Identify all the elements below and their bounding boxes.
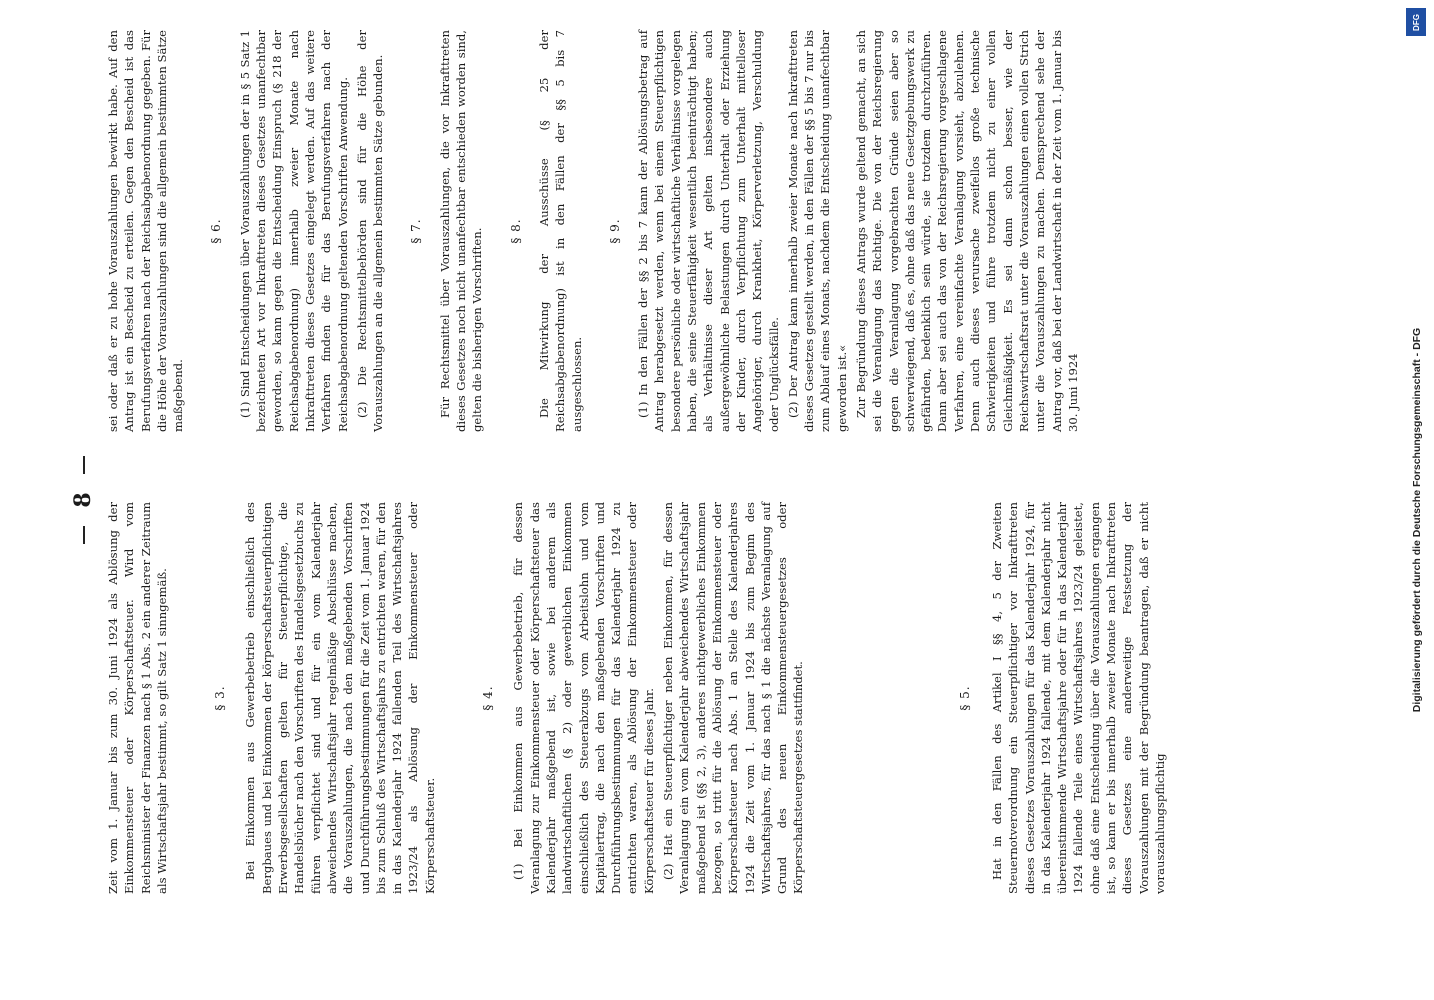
section-4-paragraph-1: (1) Bei Einkommen aus Gewerbebetrieb, für dessen Veranlagung zur Einkommensteuer oder Körperschaftsteuer das Kalenderjahr maßgebend ist, sowie bei anderem als landwirtschaftlichen (§ 2) oder gewerblichen Einkommen einschließlich des Steuerabzugs vom Arbeitslohn und vom Kapitalertrag, die nach den maßgebenden Vorschriften und Durchführungsbestimmungen für das Kalenderjahr 1924 zu entrichten waren, als Ablösung der Einkommensteuer oder Körperschaftsteuer für dieses Jahr.: [511, 502, 656, 894]
section-heading-7: § 7.: [409, 218, 424, 244]
header-dash-left: [83, 526, 85, 544]
section-heading-4: § 4.: [481, 685, 496, 711]
right-column: [105, 30, 1084, 432]
dfg-logo: [1406, 8, 1426, 36]
section-9-paragraph-1: (1) In den Fällen der §§ 2 bis 7 kann der Ablösungsbetrag auf Antrag herabgesetzt werden, wenn bei einem Steuerpflichtigen besondere persönliche oder wirtschaftliche Verhältnisse vorgelegen haben, die seine Steuerfähigkeit wesentlich beeinträchtigt haben; als Verhältnisse dieser Art gelten insbesondere auch außergewöhnliche Belastungen durch Unterhalt oder Erziehung der Kinder, durch Verpflichtung zum Unterhalt mittelloser Angehöriger, durch Krankheit, Körperverletzung, Verschuldung oder Unglücksfälle.: [636, 30, 781, 432]
dfg-credit-text: Digitalisierung gefördert durch die Deutsche Forschungsgemeinschaft - DFG: [1411, 327, 1423, 713]
reasoning-paragraph: Zur Begründung dieses Antrags wurde geltend gemacht, an sich sei die Veranlagung das Richtige. Die von der Reichsregierung gegen die Veranlagung vorgebrachten Gründe seien aber so schwerwiegend, daß es, ohne daß das neue Gesetzgebungswerk zu gefährden, bedenklich sein würde, sie trotzdem durchzuführen. Dann aber sei auch das von der Reichsregierung vorgeschlagene Verfahren, eine vereinfachte Veranlagung vorsieht, abzulehnen. Denn auch dieses verursache zweifellos große technische Schwierigkeiten und führe trotzdem nicht zu einer vollen Gleichmäßigkeit. Es sei dann schon besser, wie der Reichswirtschaftsrat unter die Vorauszahlungen einen vollen Strich unter die Vorauszahlungen zu machen. Demsprechend sehe der Antrag vor, daß bei der Landwirtschaft in der Zeit vom 1. Januar bis 30. Juni 1924: [853, 30, 1080, 432]
header-dash-right: [83, 456, 85, 474]
page-number: 8: [70, 492, 96, 508]
section-heading-6: § 6.: [209, 218, 224, 244]
section-heading-5: § 5.: [957, 685, 972, 711]
page-header: [70, 0, 96, 1000]
dfg-logo-text: DFG: [1411, 13, 1421, 31]
right-intro-paragraph: sei oder daß er zu hohe Vorauszahlungen bewirkt habe. Auf den Antrag ist ein Bescheid zu erteilen. Gegen den Bescheid ist das Berufungsverfahren nach der Reichsabgabenordnung gegeben. Für die Höhe der Vorauszahlungen sind die allgemein bestimmten Sätze maßgebend.: [106, 30, 186, 432]
section-8-paragraph: Die Mitwirkung der Ausschüsse (§ 25 der Reichsabgabenordnung) ist in den Fällen der §§ 5 bis 7 ausgeschlossen.: [536, 30, 584, 432]
left-intro-paragraph: Zeit vom 1. Januar bis zum 30. Juni 1924 als Ablösung der Einkommensteuer oder Körperschaftsteuer. Wird vom Reichsminister der Finanzen nach § 1 Abs. 2 ein anderer Zeitraum als Wirtschaftsjahr bestimmt, so gilt Satz 1 sinngemäß.: [106, 502, 169, 894]
dfg-margin: [1400, 0, 1434, 1000]
section-6-paragraph-1: (1) Sind Entscheidungen über Vorauszahlungen der in § 5 Satz 1 bezeichneten Art vor Inkrafttreten dieses Gesetzes unanfechtbar geworden, so kann gegen die Entscheidung Einspruch (§ 218 der Reichsabgabenordnung) innerhalb zweier Monate nach Inkrafttreten dieses Gesetzes eingelegt werden. Auf das weitere Verfahren finden die für das Berufungsverfahren nach der Reichsabgabenordnung geltenden Vorschriften Anwendung.: [237, 30, 350, 432]
section-7-paragraph: Für Rechtsmittel über Vorauszahlungen, die vor Inkrafttreten dieses Gesetzes noch nicht unanfechtbar entschieden worden sind, gelten die bisherigen Vorschriften.: [437, 30, 485, 432]
section-4-paragraph-2: (2) Hat ein Steuerpflichtiger neben Einkommen, für dessen Veranlagung ein vom Kalenderjahr abweichendes Wirtschaftsjahr maßgebend ist (§§ 2, 3), anderes nichtgewerbliches Einkommen bezogen, so tritt für die Ablösung der Einkommensteuer oder Körperschaftsteuer nach Abs. 1 an Stelle des Kalenderjahres 1924 die Zeit vom 1. Januar 1924 bis zum Beginn des Wirtschaftsjahres, für das nach § 1 die nächste Veranlagung auf Grund des neuen Einkommensteuergesetzes oder Körperschaftsteuergesetzes stattfindet.: [661, 502, 806, 894]
section-5-paragraph: Hat in den Fällen des Artikel I §§ 4, 5 der Zweiten Steuernotverordnung ein Steuerpflichtiger vor Inkrafttreten dieses Gesetzes Vorauszahlungen für das Kalenderjahr 1924, für in das Kalenderjahr 1924 fallende, mit dem Kalenderjahr nicht übereinstimmende Wirtschaftsjahre oder für in das Kalenderjahr 1924 fallende Teile eines Wirtschaftsjahres 1923/24 geleistet, ohne daß eine Entscheidung über die Vorauszahlungen ergangen ist, so kann er bis innerhalb zweier Monate nach Inkrafttreten dieses Gesetzes eine anderweitige Festsetzung der Vorauszahlungen mit der Begründung beantragen, daß er nicht vorauszahlungspflichtig: [989, 502, 1167, 894]
left-column: [105, 502, 1171, 894]
section-heading-3: § 3.: [213, 685, 228, 711]
section-6-paragraph-2: (2) Die Rechtsmittelbehörden sind für die Höhe der Vorauszahlungen an die allgemein bestimmten Sätze gebunden.: [354, 30, 386, 432]
section-9-paragraph-2: (2) Der Antrag kann innerhalb zweier Monate nach Inkrafttreten dieses Gesetzes gestellt werden, in den Fällen der §§ 5 bis 7 nur bis zum Ablauf eines Monats, nachdem die Entscheidung unanfechtbar geworden ist.«: [785, 30, 849, 432]
section-heading-9: § 9.: [607, 218, 622, 244]
section-heading-8: § 8.: [508, 218, 523, 244]
section-3-paragraph: Bei Einkommen aus Gewerbebetrieb einschließlich des Bergbaues und bei Einkommen der körperschaftsteuerpflichtigen Erwerbsgesellschaften gelten für Steuerpflichtige, die Handelsbücher nach den Vorschriften des Handelsgesetzbuchs zu führen verpflichtet sind und für ein vom Kalenderjahr abweichendes Wirtschaftsjahr regelmäßige Abschlüsse machen, die Vorauszahlungen, die nach den maßgebenden Vorschriften und Durchführungsbestimmungen für die Zeit vom 1. Januar 1924 bis zum Schluß des Wirtschaftsjahrs zu entrichten waren, für den in das Kalenderjahr 1924 fallenden Teil des Wirtschaftsjahres 1923/24 als Ablösung der Einkommensteuer oder Körperschaftsteuer.: [243, 502, 437, 894]
